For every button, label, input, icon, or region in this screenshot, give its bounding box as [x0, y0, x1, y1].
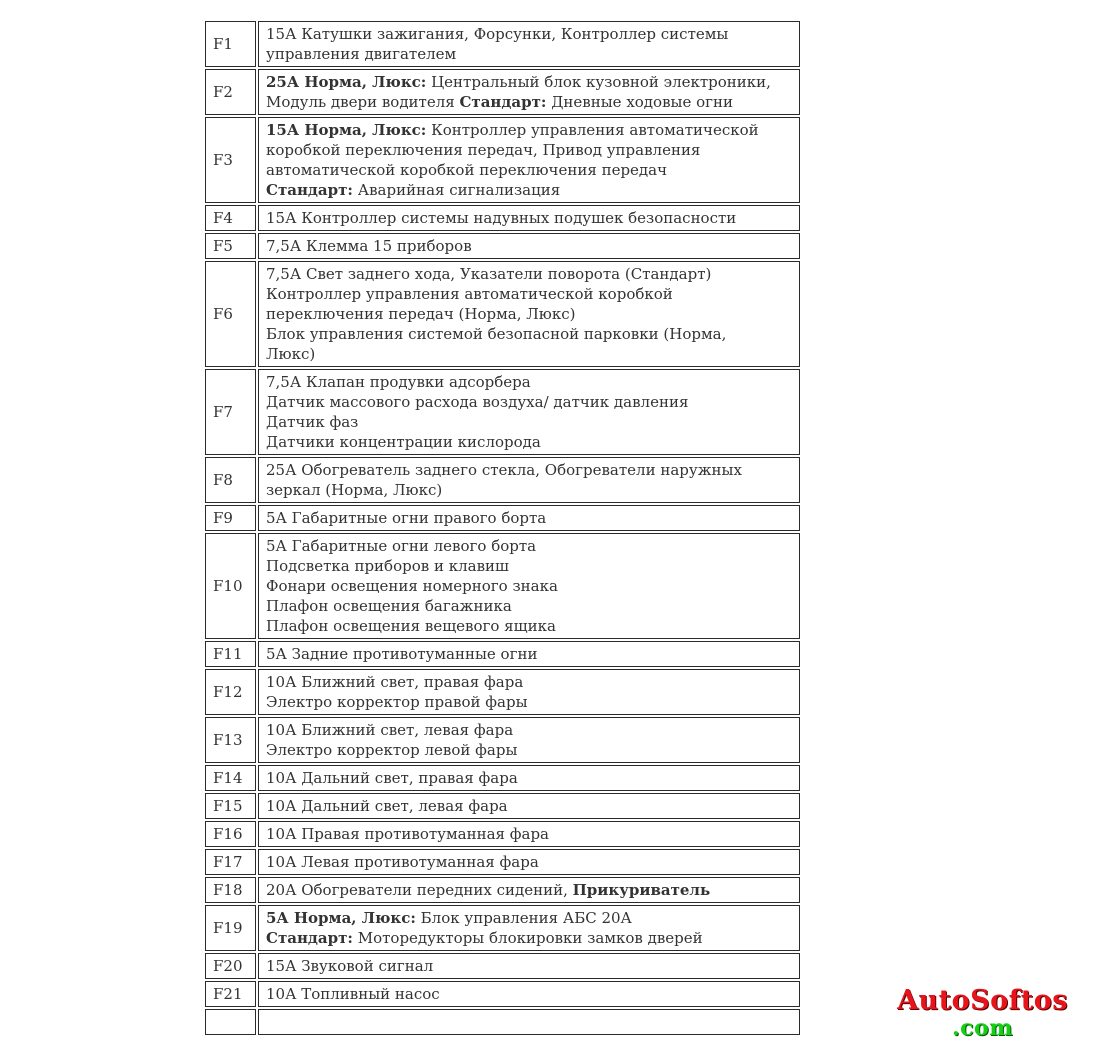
text-segment: 20А Обогреватели передних сидений, [266, 881, 573, 899]
watermark-line-1: AutoSoftos [897, 985, 1068, 1016]
text-segment: Датчик фаз [266, 413, 359, 431]
text-segment: Модуль двери водителя [266, 93, 460, 111]
text-segment: Подсветка приборов и клавиш [266, 557, 509, 575]
fuse-id-cell: F3 [205, 117, 256, 203]
description-line [266, 180, 799, 200]
fuse-id-cell: F20 [205, 953, 256, 979]
description-line [266, 616, 799, 636]
text-segment: 10А Дальний свет, левая фара [266, 797, 508, 815]
table-row [205, 821, 800, 847]
text-segment: Плафон освещения багажника [266, 597, 512, 615]
table-row [205, 641, 800, 667]
fuse-description-cell [258, 953, 800, 979]
description-line [266, 796, 799, 816]
table-row [205, 669, 800, 715]
description-line [266, 692, 799, 712]
description-line [266, 120, 799, 140]
table-row [205, 981, 800, 1007]
fuse-description-cell [258, 21, 800, 67]
description-line [266, 672, 799, 692]
text-segment: Фонари освещения номерного знака [266, 577, 558, 595]
text-segment: 15А Контроллер системы надувных подушек безопасности [266, 209, 737, 227]
description-line [266, 92, 799, 112]
table-row [205, 1009, 800, 1035]
fuse-description-cell [258, 233, 800, 259]
fuse-id-cell [205, 1009, 256, 1035]
text-segment: 10А Левая противотуманная фара [266, 853, 539, 871]
text-segment: Плафон освещения вещевого ящика [266, 617, 556, 635]
text-segment: Электро корректор правой фары [266, 693, 528, 711]
text-segment: 7,5А Клапан продувки адсорбера [266, 373, 531, 391]
bold-text-segment: Прикуриватель [572, 881, 711, 899]
description-line [266, 824, 799, 844]
text-segment: 10А Ближний свет, левая фара [266, 721, 514, 739]
table-row [205, 793, 800, 819]
fuse-description-cell [258, 261, 800, 367]
description-line [266, 44, 799, 64]
text-segment: 10А Ближний свет, правая фара [266, 673, 524, 691]
text-segment: 7,5А Свет заднего хода, Указатели поворота (Стандарт) [266, 265, 712, 283]
bold-text-segment: 25А Норма, Люкс: [266, 73, 427, 91]
description-line [266, 720, 799, 740]
fuse-id-cell: F16 [205, 821, 256, 847]
fuse-id-cell: F19 [205, 905, 256, 951]
table-row [205, 717, 800, 763]
description-line [266, 208, 799, 228]
fuse-description-cell [258, 505, 800, 531]
fuse-description-cell [258, 821, 800, 847]
text-segment: Центральный блок кузовной электроники, [426, 73, 771, 91]
fuse-id-cell: F13 [205, 717, 256, 763]
fuse-id-cell: F9 [205, 505, 256, 531]
fuse-id-cell: F1 [205, 21, 256, 67]
text-segment: Электро корректор левой фары [266, 741, 518, 759]
fuse-description-cell [258, 369, 800, 455]
text-segment: 7,5А Клемма 15 приборов [266, 237, 472, 255]
description-line [266, 596, 799, 616]
description-line [266, 768, 799, 788]
bold-text-segment: Стандарт: [459, 93, 547, 111]
fuse-id-cell: F10 [205, 533, 256, 639]
text-segment: 5А Задние противотуманные огни [266, 645, 538, 663]
text-segment: Блок управления системой безопасной парковки (Норма, [266, 325, 727, 343]
text-segment: Контроллер управления автоматической [426, 121, 759, 139]
text-segment: Датчик массового расхода воздуха/ датчик давления [266, 393, 689, 411]
watermark-line-2: .com [951, 1015, 1013, 1041]
description-line [266, 72, 799, 92]
text-segment: зеркал (Норма, Люкс) [266, 481, 443, 499]
description-line [266, 372, 799, 392]
fuse-id-cell: F21 [205, 981, 256, 1007]
fuse-description-cell [258, 457, 800, 503]
text-segment: 10А Правая противотуманная фара [266, 825, 549, 843]
fuse-description-cell [258, 765, 800, 791]
description-line [266, 508, 799, 528]
table-row [205, 205, 800, 231]
description-line [266, 480, 799, 500]
text-segment: 10А Топливный насос [266, 985, 440, 1003]
description-line [266, 984, 799, 1004]
description-line [266, 236, 799, 256]
fuse-description-cell [258, 849, 800, 875]
description-line [266, 344, 799, 364]
text-segment: переключения передач (Норма, Люкс) [266, 305, 576, 323]
text-segment: 5А Габаритные огни левого борта [266, 537, 537, 555]
description-line [266, 284, 799, 304]
bold-text-segment: Стандарт: [266, 929, 353, 947]
description-line [266, 536, 799, 556]
bold-text-segment: Стандарт: [266, 181, 353, 199]
table-row [205, 905, 800, 951]
fuse-description-cell [258, 533, 800, 639]
fuse-id-cell: F18 [205, 877, 256, 903]
description-line [266, 460, 799, 480]
table-row [205, 457, 800, 503]
fuse-id-cell: F15 [205, 793, 256, 819]
fuse-id-cell: F12 [205, 669, 256, 715]
fuse-id-cell: F11 [205, 641, 256, 667]
description-line [266, 908, 799, 928]
fuse-id-cell: F17 [205, 849, 256, 875]
fuse-table [203, 19, 802, 1037]
description-line [266, 432, 799, 452]
fuse-description-cell [258, 793, 800, 819]
description-line [266, 140, 799, 160]
fuse-description-cell [258, 205, 800, 231]
text-segment: 25А Обогреватель заднего стекла, Обогреватели наружных [266, 461, 742, 479]
fuse-table-body [205, 21, 800, 1035]
description-line [266, 412, 799, 432]
text-segment: 5А Габаритные огни правого борта [266, 509, 547, 527]
text-segment: Дневные ходовые огни [546, 93, 733, 111]
text-segment: Блок управления АБС 20А [415, 909, 632, 927]
fuse-id-cell: F6 [205, 261, 256, 367]
table-row [205, 261, 800, 367]
table-row [205, 505, 800, 531]
text-segment: Люкс) [266, 345, 316, 363]
fuse-description-cell [258, 981, 800, 1007]
text-segment: 15А Катушки зажигания, Форсунки, Контроллер системы [266, 25, 729, 43]
table-row [205, 233, 800, 259]
description-line [266, 556, 799, 576]
table-row [205, 369, 800, 455]
description-line [266, 264, 799, 284]
fuse-description-cell [258, 117, 800, 203]
table-row [205, 877, 800, 903]
description-line [266, 740, 799, 760]
description-line [266, 24, 799, 44]
fuse-id-cell: F5 [205, 233, 256, 259]
text-segment: Аварийная сигнализация [352, 181, 561, 199]
fuse-description-cell [258, 905, 800, 951]
description-line [266, 956, 799, 976]
table-row [205, 765, 800, 791]
table-row [205, 69, 800, 115]
fuse-description-cell [258, 1009, 800, 1035]
fuse-id-cell: F8 [205, 457, 256, 503]
table-row [205, 849, 800, 875]
text-segment: 15А Звуковой сигнал [266, 957, 434, 975]
fuse-description-cell [258, 641, 800, 667]
description-line [266, 852, 799, 872]
description-line [266, 576, 799, 596]
text-segment: Моторедукторы блокировки замков дверей [352, 929, 703, 947]
site-watermark-logo [885, 986, 1080, 1040]
description-line [266, 880, 799, 900]
fuse-description-cell [258, 69, 800, 115]
bold-text-segment: 5А Норма, Люкс: [266, 909, 416, 927]
fuse-description-cell [258, 669, 800, 715]
text-segment: Датчики концентрации кислорода [266, 433, 541, 451]
description-line [266, 928, 799, 948]
fuse-id-cell: F2 [205, 69, 256, 115]
description-line [266, 160, 799, 180]
table-row [205, 21, 800, 67]
description-line [266, 644, 799, 664]
table-row [205, 533, 800, 639]
table-row [205, 953, 800, 979]
fuse-id-cell: F7 [205, 369, 256, 455]
text-segment: коробкой переключения передач, Привод управления [266, 141, 701, 159]
description-line [266, 392, 799, 412]
text-segment: 10А Дальний свет, правая фара [266, 769, 518, 787]
text-segment: автоматической коробкой переключения передач [266, 161, 668, 179]
table-row [205, 117, 800, 203]
fuse-id-cell: F14 [205, 765, 256, 791]
fuse-description-cell [258, 717, 800, 763]
bold-text-segment: 15А Норма, Люкс: [266, 121, 427, 139]
text-segment: Контроллер управления автоматической коробкой [266, 285, 673, 303]
fuse-id-cell: F4 [205, 205, 256, 231]
fuse-description-cell [258, 877, 800, 903]
text-segment: управления двигателем [266, 45, 457, 63]
description-line [266, 324, 799, 344]
description-line [266, 304, 799, 324]
